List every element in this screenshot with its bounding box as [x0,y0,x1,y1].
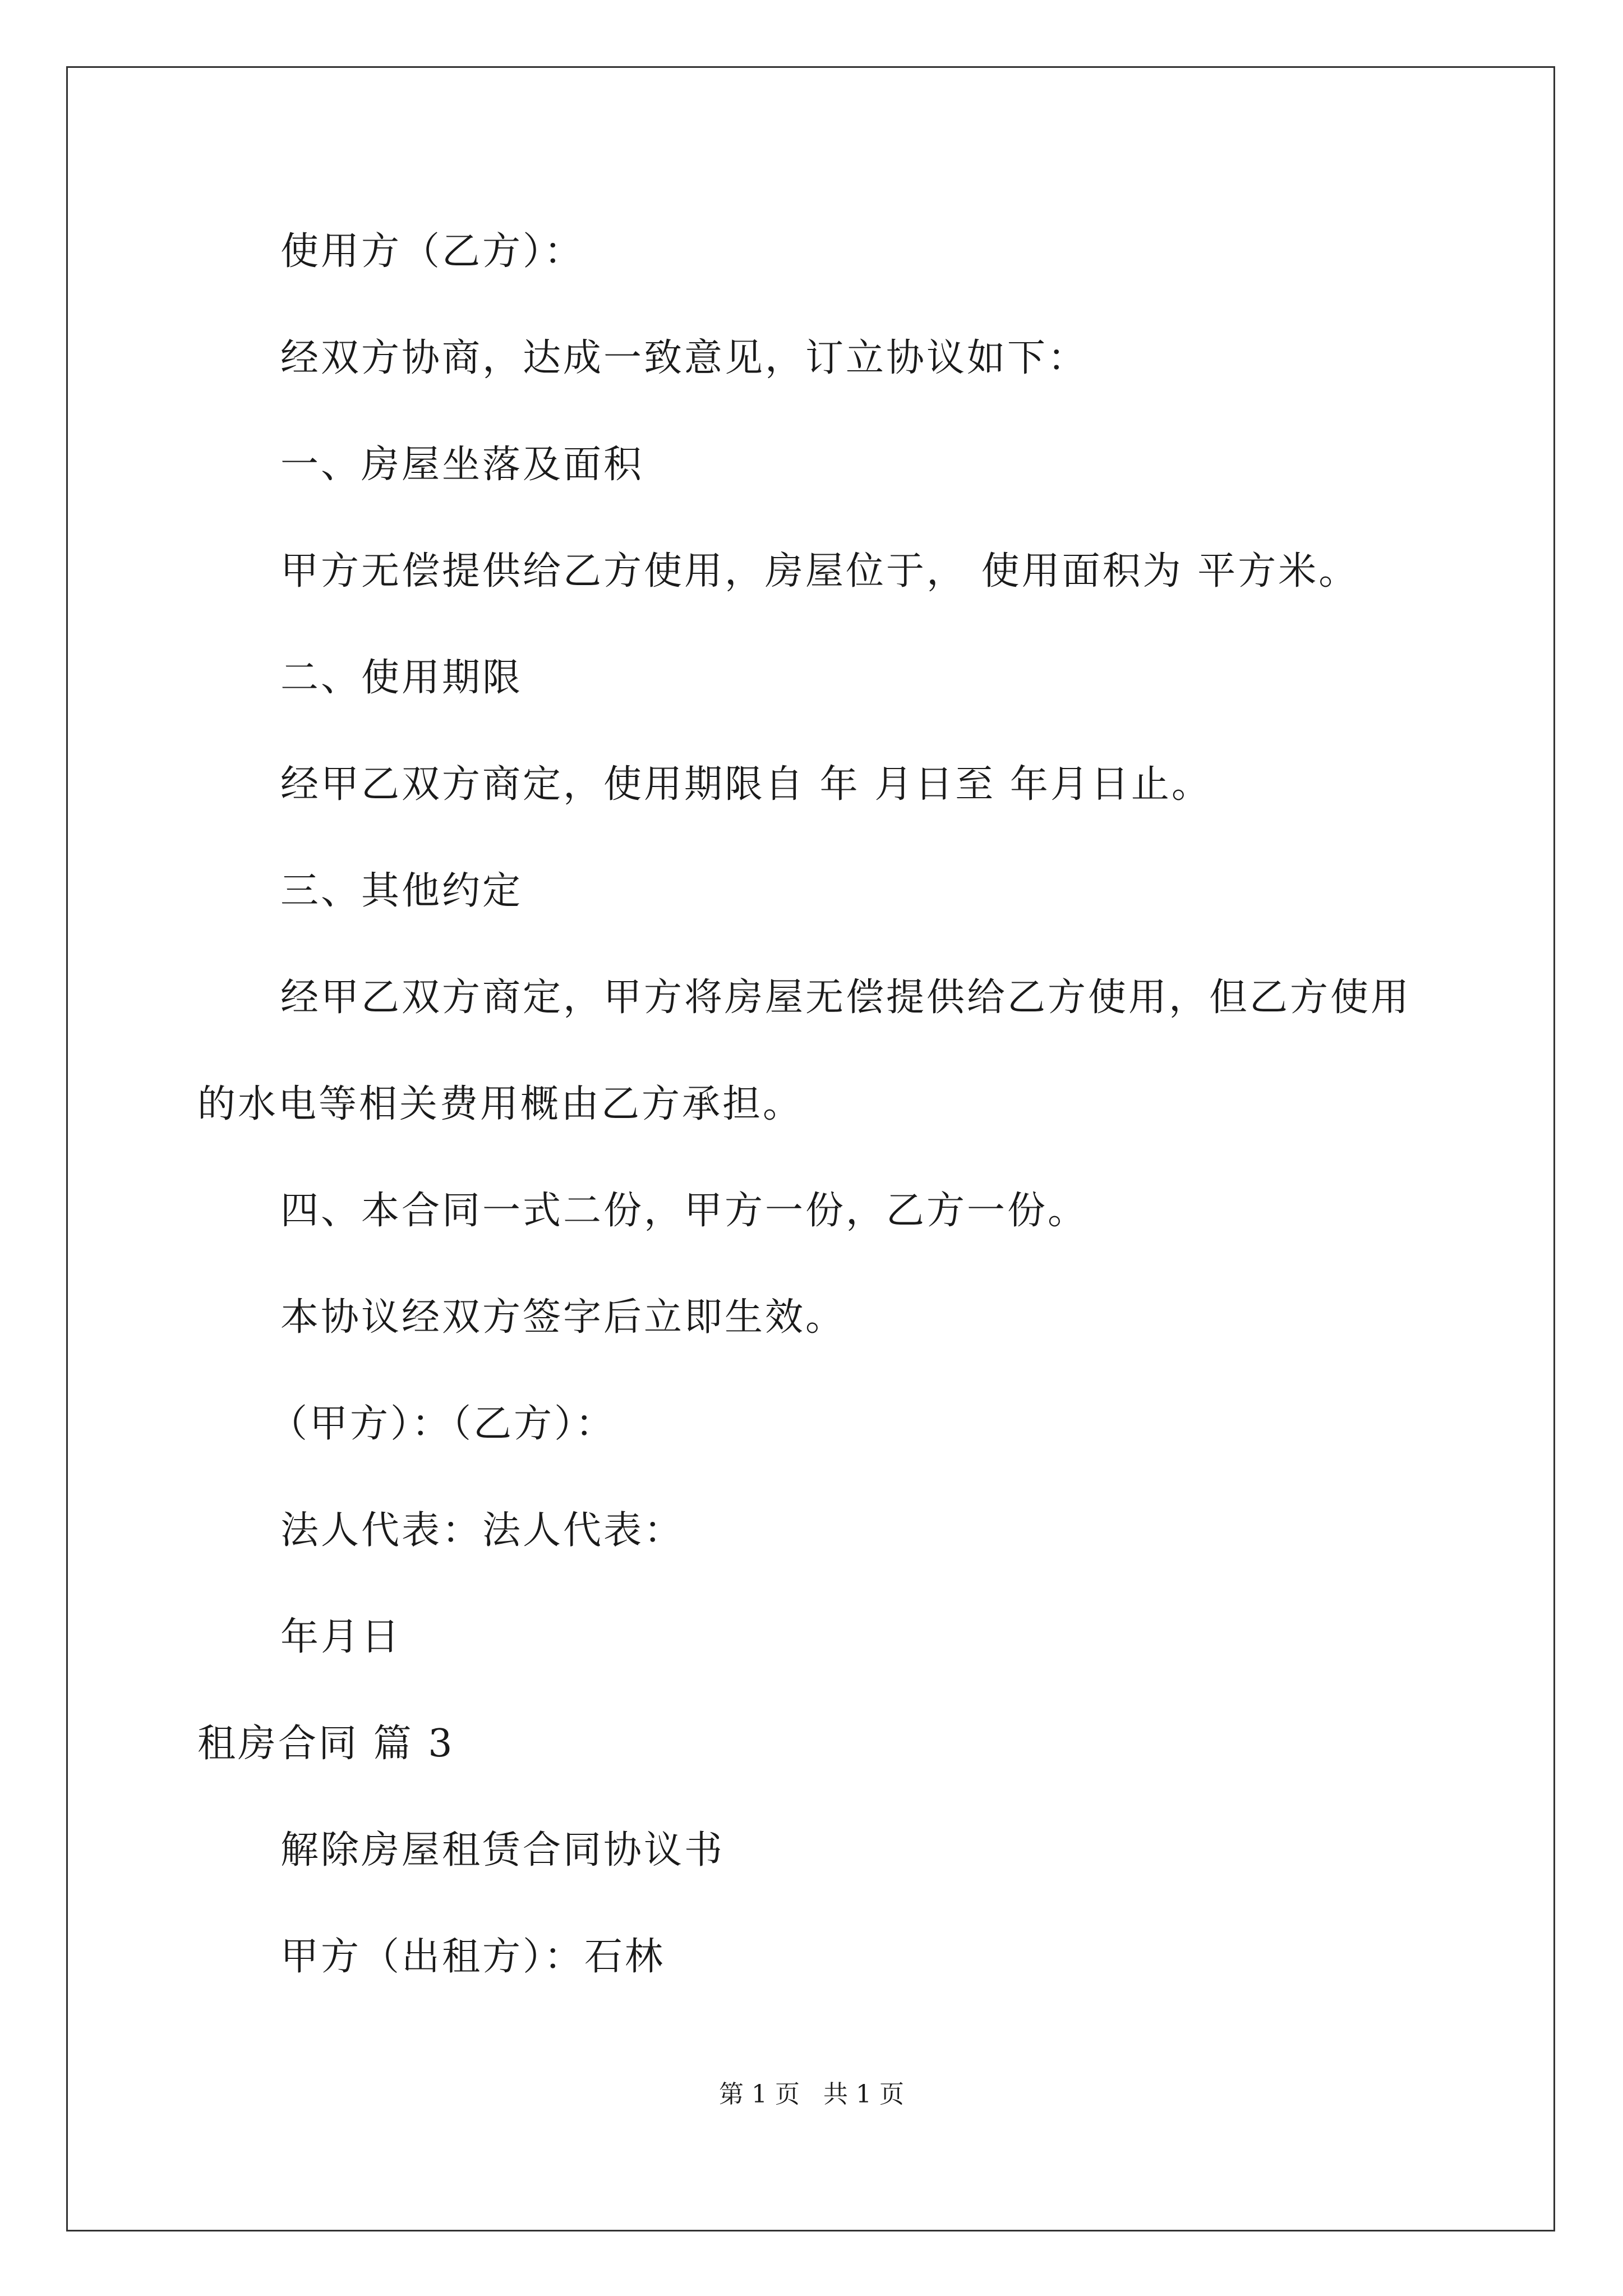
page-border [66,66,1555,2231]
section-1-heading: 一、房屋坐落及面积 [280,443,644,487]
section-3-body-line-2: 的水电等相关费用概由乙方承担。 [197,1082,804,1126]
section-2-body: 经甲乙双方商定，使用期限自 年 月日至 年月日止。 [280,762,1212,807]
agreement-intro: 经双方协商，达成一致意见，订立协议如下： [280,336,1089,380]
section-3-body-line-1: 经甲乙双方商定，甲方将房屋无偿提供给乙方使用，但乙方使用 [280,976,1412,1020]
effective-clause: 本协议经双方签字后立即生效。 [280,1295,846,1340]
section-2-heading: 二、使用期限 [280,656,523,700]
legal-representatives: 法人代表：法人代表： [280,1508,685,1553]
section-1-body: 甲方无偿提供给乙方使用，房屋位于， 使用面积为 平方米。 [280,549,1359,593]
section-3-heading: 三、其他约定 [280,869,523,913]
agreement-title: 解除房屋租赁合同协议书 [280,1828,725,1872]
date-line: 年月日 [280,1615,402,1659]
party-a-line: 甲方（出租方）：石林 [280,1935,666,1979]
section-title: 租房合同 篇 3 [197,1722,455,1766]
page-footer: 第 1 页 共 1 页 [719,2080,904,2109]
signature-parties: （甲方）：（乙方）： [269,1402,616,1446]
section-4-body: 四、本合同一式二份，甲方一份，乙方一份。 [280,1189,1089,1233]
party-b-line: 使用方（乙方）： [280,229,585,274]
